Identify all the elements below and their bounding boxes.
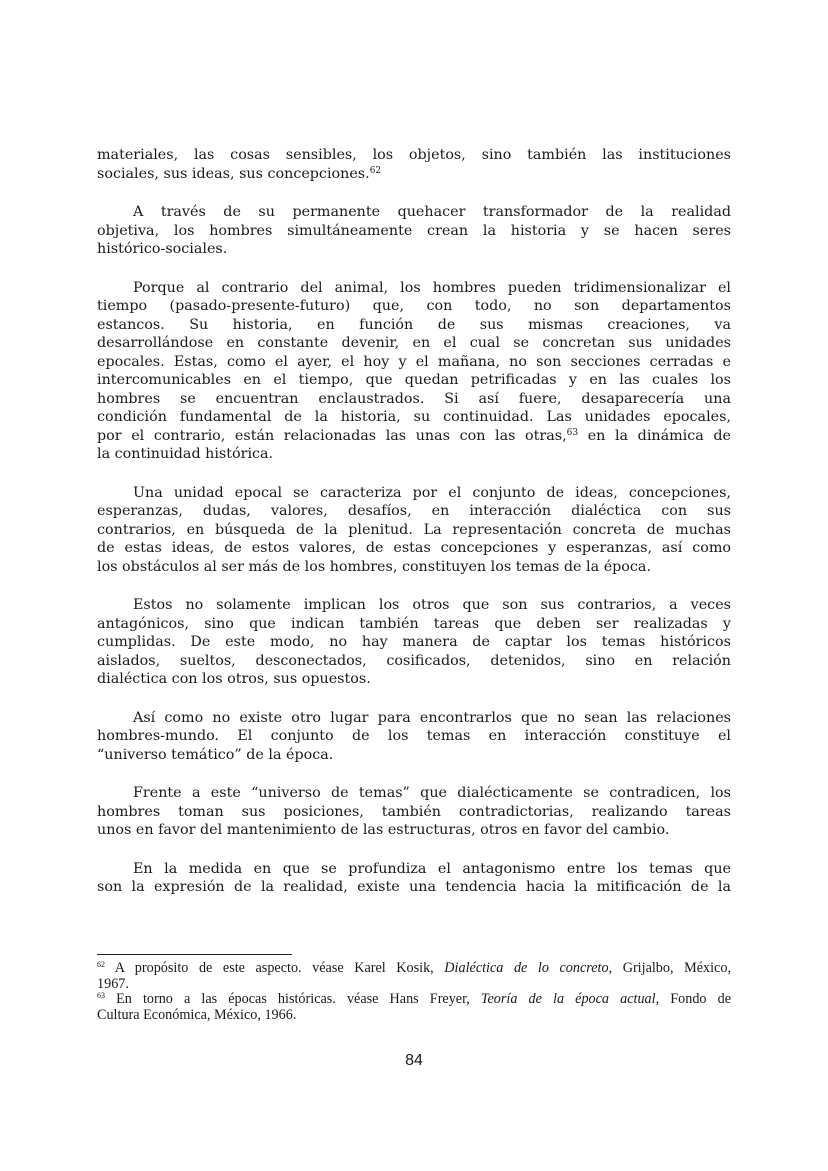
line-text: sociales, sus ideas, sus concepciones. bbox=[97, 165, 370, 182]
line-text: por el contrario, están relacionadas las unas con las otras, bbox=[97, 427, 567, 444]
line-text: Así como no existe otro lugar para encontrarlos que no sean las relaciones bbox=[133, 709, 731, 726]
text-line bbox=[97, 222, 731, 241]
line-text: desarrollándose en constante devenir, en el cual se concretan sus unidades bbox=[97, 335, 731, 351]
text-line bbox=[97, 445, 731, 464]
footnotes bbox=[97, 961, 731, 1023]
text-line bbox=[97, 502, 731, 521]
footnote-line bbox=[97, 961, 731, 977]
text-line bbox=[97, 615, 731, 634]
text-line bbox=[97, 334, 731, 353]
paragraph bbox=[97, 860, 731, 897]
text-line bbox=[97, 709, 731, 728]
footnote-line bbox=[97, 1008, 731, 1024]
text-line bbox=[97, 203, 731, 222]
line-text: antagónicos, sino que indican también tareas que deben ser realizadas y bbox=[97, 615, 731, 632]
line-text: intercomunicables en el tiempo, que quedan petrificadas y en las cuales los bbox=[97, 372, 731, 388]
cited-title: Dialéctica de lo concreto bbox=[444, 960, 609, 976]
paragraph bbox=[97, 279, 731, 464]
line-text: materiales, las cosas sensibles, los objetos, sino también las instituciones bbox=[97, 147, 731, 163]
line-text: Porque al contrario del animal, los hombres pueden tridimensionalizar el bbox=[133, 279, 731, 296]
text-line bbox=[97, 146, 731, 165]
line-text: dialéctica con los otros, sus opuestos. bbox=[97, 671, 371, 687]
text-line bbox=[97, 746, 731, 765]
footnote-text: A propósito de este aspecto. véase Karel Kosik, bbox=[105, 960, 445, 976]
footnote-text: , Fondo de bbox=[655, 991, 731, 1007]
line-text: histórico-sociales. bbox=[97, 241, 228, 257]
footnote-number: 63 bbox=[97, 991, 105, 1000]
line-text: contrarios, en búsqueda de la plenitud. La representación concreta de muchas bbox=[97, 521, 731, 538]
footnote-text: , Grijalbo, México, bbox=[608, 960, 731, 976]
text-line bbox=[97, 596, 731, 615]
line-text: son la expresión de la realidad, existe una tendencia hacia la mitificación de la bbox=[97, 879, 731, 895]
text-line bbox=[97, 860, 731, 879]
line-text: estancos. Su historia, en función de sus mismas creaciones, va bbox=[97, 316, 731, 333]
paragraph bbox=[97, 203, 731, 259]
cited-title: Teoría de la época actual bbox=[480, 991, 656, 1007]
paragraph bbox=[97, 146, 731, 183]
text-line bbox=[97, 390, 731, 409]
text-line bbox=[97, 803, 731, 822]
paragraph bbox=[97, 784, 731, 840]
line-text: cumplidas. De este modo, no hay manera de captar los temas históricos bbox=[97, 634, 731, 650]
footnote-text: Cultura Económica, México, 1966. bbox=[97, 1006, 297, 1023]
paragraph bbox=[97, 709, 731, 765]
footnote-text: 1967. bbox=[97, 975, 129, 992]
line-text: los obstáculos al ser más de los hombres, constituyen los temas de la época. bbox=[97, 558, 651, 575]
footnote-line bbox=[97, 977, 731, 993]
text-line bbox=[97, 165, 731, 184]
footnote bbox=[97, 992, 731, 1023]
footnote-separator bbox=[97, 954, 292, 955]
text-line bbox=[97, 652, 731, 671]
line-text: de estas ideas, de estos valores, de estas concepciones y esperanzas, así como bbox=[97, 540, 731, 556]
line-text: esperanzas, dudas, valores, desafíos, en interacción dialéctica con sus bbox=[97, 503, 731, 519]
text-line bbox=[97, 353, 731, 372]
footnote-number: 62 bbox=[97, 960, 105, 969]
text-line bbox=[97, 316, 731, 335]
line-text: hombres toman sus posiciones, también contradictorias, realizando tareas bbox=[97, 803, 731, 820]
footnote-ref: 63 bbox=[566, 427, 579, 438]
text-line bbox=[97, 297, 731, 316]
line-text: aislados, sueltos, desconectados, cosificados, detenidos, sino en relación bbox=[97, 652, 731, 669]
text-line bbox=[97, 727, 731, 746]
line-text: Frente a este “universo de temas” que dialécticamente se contradicen, los bbox=[133, 785, 731, 801]
text-line bbox=[97, 240, 731, 259]
footnote-ref: 62 bbox=[369, 165, 382, 176]
line-text: la continuidad histórica. bbox=[97, 446, 274, 462]
text-line bbox=[97, 521, 731, 540]
text-line bbox=[97, 408, 731, 427]
line-text: tiempo (pasado-presente-futuro) que, con todo, no son departamentos bbox=[97, 298, 731, 314]
line-text: en la dinámica de bbox=[578, 427, 731, 444]
footnote-line bbox=[97, 992, 731, 1008]
text-line bbox=[97, 670, 731, 689]
paragraph bbox=[97, 484, 731, 577]
text-line bbox=[97, 371, 731, 390]
text-line bbox=[97, 633, 731, 652]
line-text: A través de su permanente quehacer transformador de la realidad bbox=[133, 204, 731, 220]
paragraph bbox=[97, 596, 731, 689]
line-text: epocales. Estas, como el ayer, el hoy y el mañana, no son secciones cerradas e bbox=[97, 353, 731, 370]
line-text: Una unidad epocal se caracteriza por el conjunto de ideas, concepciones, bbox=[133, 484, 731, 501]
line-text: objetiva, los hombres simultáneamente crean la historia y se hacen seres bbox=[97, 222, 731, 239]
line-text: condición fundamental de la historia, su continuidad. Las unidades epocales, bbox=[97, 409, 731, 425]
text-line bbox=[97, 784, 731, 803]
page-number: 84 bbox=[405, 1052, 423, 1069]
line-text: “universo temático” de la época. bbox=[97, 746, 334, 763]
body-text bbox=[97, 146, 731, 917]
text-line bbox=[97, 878, 731, 897]
text-line bbox=[97, 558, 731, 577]
line-text: En la medida en que se profundiza el antagonismo entre los temas que bbox=[133, 860, 731, 877]
text-line bbox=[97, 427, 731, 446]
text-line bbox=[97, 821, 731, 840]
footnote bbox=[97, 961, 731, 992]
footnote-text: En torno a las épocas históricas. véase Hans Freyer, bbox=[105, 991, 481, 1007]
line-text: hombres se encuentran enclaustrados. Si así fuere, desaparecería una bbox=[97, 390, 731, 407]
line-text: Estos no solamente implican los otros que son sus contrarios, a veces bbox=[133, 597, 731, 613]
line-text: hombres-mundo. El conjunto de los temas en interacción constituye el bbox=[97, 728, 731, 744]
line-text: unos en favor del mantenimiento de las estructuras, otros en favor del cambio. bbox=[97, 822, 670, 838]
text-line bbox=[97, 484, 731, 503]
text-line bbox=[97, 539, 731, 558]
text-line bbox=[97, 279, 731, 298]
